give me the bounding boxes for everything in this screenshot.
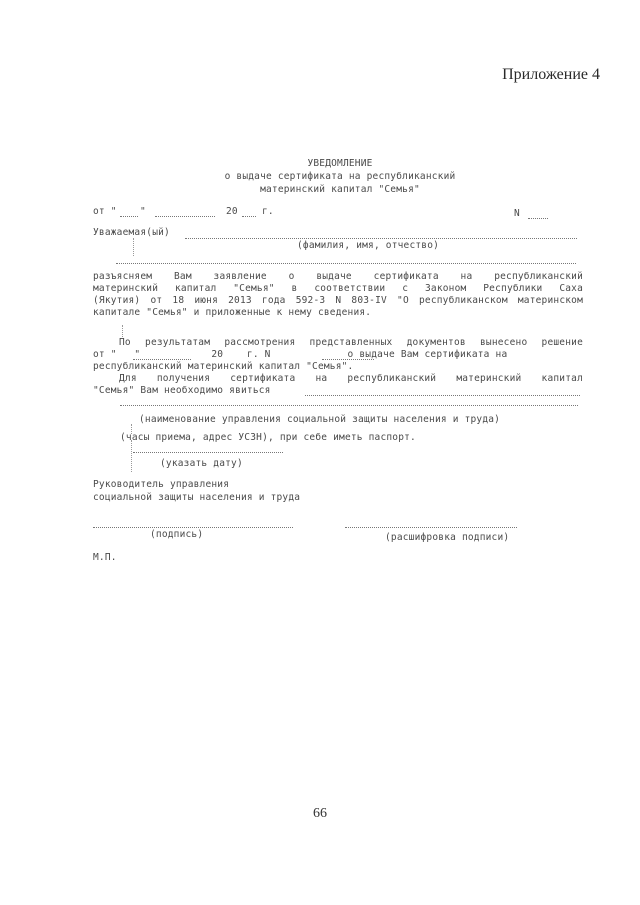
seal-label: М.П. (93, 552, 117, 563)
para2-line-4: Для получения сертификата на республиканский материнский капитал (119, 373, 583, 384)
addressee-blank-2 (116, 263, 576, 264)
date-caption: (указать дату) (160, 458, 243, 469)
month-blank (155, 216, 215, 217)
hours-caption: (часы приема, адрес УСЗН), при себе иметь паспорт. (120, 432, 416, 443)
hours-blank (133, 452, 283, 453)
page-number: 66 (313, 806, 327, 821)
day-blank (120, 216, 138, 217)
margin-tick (122, 325, 123, 337)
decision-date-blank (133, 359, 191, 360)
addressee-label: Уважаемая(ый) (93, 227, 170, 238)
addressee-blank (185, 238, 577, 239)
para2-line-3: республиканский материнский капитал "Семья". (93, 361, 354, 372)
decoding-blank (345, 527, 517, 528)
para1-line-2: материнский капитал "Семья" в соответствии с Законом Республики Саха (93, 283, 583, 294)
year-blank (242, 216, 256, 217)
para1-line-1: разъясняем Вам заявление о выдаче сертификата на республиканский (93, 271, 583, 282)
para2-line-2: от " " 20 г. N о выдаче Вам сертификата на (93, 349, 508, 360)
department-blank (120, 405, 578, 406)
notice-title: УВЕДОМЛЕНИЕ (307, 158, 373, 169)
margin-tick (133, 238, 134, 256)
para1-line-3: (Якутия) от 18 июня 2013 года 592-З N 803-IV "О республиканском материнском (93, 295, 583, 306)
para2-line-5: "Семья" Вам необходимо явиться (93, 385, 271, 396)
margin-tick (131, 440, 132, 472)
decision-number-blank (322, 359, 374, 360)
number-sign: N (514, 208, 520, 219)
appear-blank (305, 395, 580, 396)
number-blank (528, 218, 548, 219)
addressee-caption: (фамилия, имя, отчество) (297, 240, 440, 251)
decoding-caption: (расшифровка подписи) (385, 532, 510, 543)
signatory-line-1: Руководитель управления (93, 479, 230, 490)
para1-line-4: капитале "Семья" и приложенные к нему сведения. (93, 307, 372, 318)
date-prefix: от " (93, 206, 117, 217)
appendix-label: Приложение 4 (502, 66, 600, 83)
date-close-quote: " (140, 206, 146, 217)
signature-blank (93, 527, 293, 528)
date-suffix: г. (262, 206, 274, 217)
notice-subtitle-2: материнский капитал "Семья" (260, 184, 420, 195)
para2-line-1: По результатам рассмотрения представленных документов вынесено решение (119, 337, 583, 348)
date-year: 20 (226, 206, 238, 217)
department-caption: (наименование управления социальной защиты населения и труда) (139, 414, 501, 425)
signatory-line-2: социальной защиты населения и труда (93, 492, 301, 503)
notice-subtitle-1: о выдаче сертификата на республиканский (224, 171, 456, 182)
signature-caption: (подпись) (150, 529, 204, 540)
